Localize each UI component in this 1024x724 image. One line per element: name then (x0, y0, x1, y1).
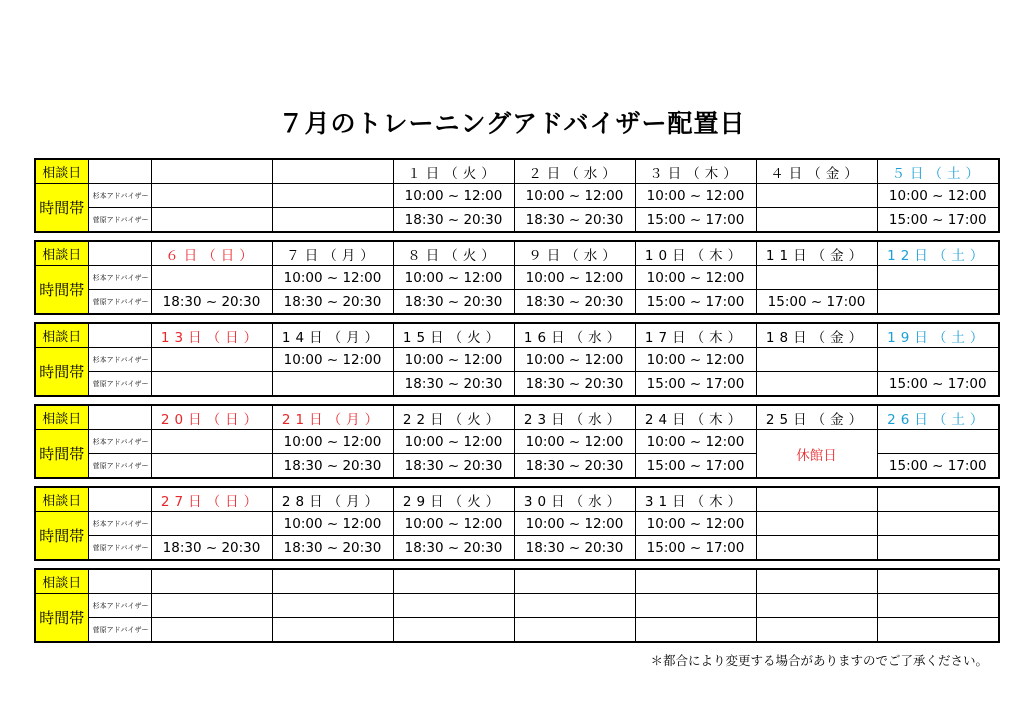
consult-day-label: 相談日 (35, 405, 88, 430)
time-slot-cell: 15:00 ~ 17:00 (635, 454, 756, 479)
time-slot-cell (272, 208, 393, 233)
time-slot-cell (877, 594, 999, 618)
date-cell (393, 569, 514, 594)
advisor-row-sugimoto (35, 594, 999, 618)
advisor-row-sugimoto (35, 348, 999, 372)
day-number: ２日 (528, 165, 566, 182)
blank-cell (88, 569, 151, 594)
date-cell (756, 241, 877, 266)
time-slot-cell: 18:30 ~ 20:30 (514, 372, 635, 397)
date-cell (756, 405, 877, 430)
advisor-label-kanbara: 菅原アドバイザー (88, 372, 151, 397)
advisor-row-kanbara (35, 208, 999, 233)
closed-day-cell: 休館日 (756, 430, 877, 479)
blank-cell (88, 405, 151, 430)
time-slot-cell: 18:30 ~ 20:30 (514, 208, 635, 233)
time-slot-cell (272, 618, 393, 643)
time-slot-cell: 18:30 ~ 20:30 (393, 454, 514, 479)
day-of-week: （木） (690, 329, 747, 346)
time-slot-cell: 18:30 ~ 20:30 (393, 208, 514, 233)
date-cell (272, 323, 393, 348)
time-slot-cell: 18:30 ~ 20:30 (272, 454, 393, 479)
day-number: 26日 (887, 411, 933, 428)
consult-day-label: 相談日 (35, 487, 88, 512)
time-band-label: 時間帯 (35, 266, 88, 315)
day-number: 22日 (402, 411, 449, 428)
time-slot-cell (877, 430, 999, 454)
consult-day-label: 相談日 (35, 569, 88, 594)
time-slot-cell: 15:00 ~ 17:00 (635, 536, 756, 561)
date-cell (635, 569, 756, 594)
time-slot-cell (151, 618, 272, 643)
advisor-row-sugimoto (35, 266, 999, 290)
day-number: 13日 (160, 329, 207, 346)
advisor-label-sugimoto: 杉本アドバイザー (88, 594, 151, 618)
date-cell (514, 323, 635, 348)
time-slot-cell (151, 512, 272, 536)
date-cell (151, 241, 272, 266)
time-slot-cell (272, 184, 393, 208)
date-cell (151, 159, 272, 184)
day-number: 30日 (523, 493, 570, 510)
time-slot-cell: 10:00 ~ 12:00 (393, 266, 514, 290)
day-of-week: （日） (206, 411, 263, 428)
date-row (35, 487, 999, 512)
advisor-label-sugimoto: 杉本アドバイザー (88, 184, 151, 208)
advisor-label-kanbara: 菅原アドバイザー (88, 454, 151, 479)
day-number: 25日 (765, 411, 812, 428)
time-slot-cell (756, 594, 877, 618)
time-slot-cell: 10:00 ~ 12:00 (393, 430, 514, 454)
blank-cell (88, 487, 151, 512)
time-slot-cell (272, 372, 393, 397)
time-slot-cell (756, 266, 877, 290)
day-number: ８日 (407, 247, 445, 264)
advisor-label-sugimoto: 杉本アドバイザー (88, 430, 151, 454)
date-cell (514, 405, 635, 430)
date-cell (272, 487, 393, 512)
time-slot-cell (756, 348, 877, 372)
time-slot-cell (393, 618, 514, 643)
day-of-week: （火） (448, 411, 505, 428)
advisor-label-kanbara: 菅原アドバイザー (88, 536, 151, 561)
date-cell (393, 159, 514, 184)
day-of-week: （月） (327, 329, 384, 346)
day-of-week: （水） (569, 493, 626, 510)
time-slot-cell (756, 372, 877, 397)
time-slot-cell: 18:30 ~ 20:30 (393, 290, 514, 315)
advisor-label-sugimoto: 杉本アドバイザー (88, 512, 151, 536)
date-cell (877, 323, 999, 348)
date-cell (756, 487, 877, 512)
time-slot-cell (756, 512, 877, 536)
time-slot-cell: 10:00 ~ 12:00 (514, 348, 635, 372)
consult-day-label: 相談日 (35, 241, 88, 266)
date-cell (393, 405, 514, 430)
time-slot-cell (756, 208, 877, 233)
time-slot-cell: 15:00 ~ 17:00 (756, 290, 877, 315)
time-slot-cell (877, 618, 999, 643)
time-slot-cell: 18:30 ~ 20:30 (151, 536, 272, 561)
time-slot-cell: 10:00 ~ 12:00 (393, 184, 514, 208)
time-slot-cell: 18:30 ~ 20:30 (514, 454, 635, 479)
day-of-week: （水） (569, 329, 626, 346)
day-number: 28日 (281, 493, 328, 510)
day-of-week: （水） (569, 411, 626, 428)
time-slot-cell (635, 618, 756, 643)
time-slot-cell (635, 594, 756, 618)
blank-cell (88, 241, 151, 266)
week-table (34, 486, 1000, 561)
day-of-week: （金） (807, 165, 863, 182)
day-number: 16日 (523, 329, 570, 346)
footer-note: ＊都合により変更する場合がありますのでご了承ください。 (650, 653, 988, 668)
time-band-label: 時間帯 (35, 348, 88, 397)
day-of-week: （月） (327, 411, 384, 428)
advisor-row-sugimoto (35, 430, 999, 454)
day-number: 11日 (765, 247, 812, 264)
day-number: ５日 (891, 165, 929, 182)
date-cell (635, 323, 756, 348)
time-slot-cell: 18:30 ~ 20:30 (514, 536, 635, 561)
week-table (34, 404, 1000, 479)
time-band-label: 時間帯 (35, 512, 88, 561)
date-row (35, 159, 999, 184)
time-slot-cell: 10:00 ~ 12:00 (514, 266, 635, 290)
time-slot-cell: 10:00 ~ 12:00 (877, 184, 999, 208)
time-slot-cell: 15:00 ~ 17:00 (635, 372, 756, 397)
advisor-label-sugimoto: 杉本アドバイザー (88, 266, 151, 290)
day-number: 21日 (281, 411, 328, 428)
date-row (35, 405, 999, 430)
time-slot-cell: 15:00 ~ 17:00 (635, 290, 756, 315)
time-slot-cell (151, 184, 272, 208)
date-cell (393, 323, 514, 348)
date-cell (272, 405, 393, 430)
day-number: 29日 (402, 493, 449, 510)
time-slot-cell (877, 348, 999, 372)
day-of-week: （土） (932, 329, 989, 346)
date-cell (756, 159, 877, 184)
time-slot-cell: 15:00 ~ 17:00 (877, 372, 999, 397)
blank-cell (88, 323, 151, 348)
time-slot-cell: 10:00 ~ 12:00 (393, 512, 514, 536)
time-slot-cell: 10:00 ~ 12:00 (635, 348, 756, 372)
advisor-row-kanbara (35, 372, 999, 397)
time-slot-cell (756, 184, 877, 208)
date-cell (514, 241, 635, 266)
time-slot-cell (756, 618, 877, 643)
date-cell (635, 487, 756, 512)
day-of-week: （火） (448, 329, 505, 346)
date-cell (514, 159, 635, 184)
day-of-week: （土） (932, 411, 989, 428)
day-number: 18日 (765, 329, 812, 346)
week-table (34, 158, 1000, 233)
time-band-label: 時間帯 (35, 430, 88, 479)
date-cell (514, 487, 635, 512)
time-slot-cell: 18:30 ~ 20:30 (393, 372, 514, 397)
day-number: 20日 (160, 411, 207, 428)
time-slot-cell: 10:00 ~ 12:00 (272, 266, 393, 290)
day-of-week: （木） (690, 411, 747, 428)
date-cell (635, 241, 756, 266)
time-slot-cell (151, 208, 272, 233)
advisor-row-kanbara (35, 618, 999, 643)
time-slot-cell: 18:30 ~ 20:30 (393, 536, 514, 561)
date-cell (151, 487, 272, 512)
time-slot-cell (514, 594, 635, 618)
day-of-week: （土） (932, 247, 989, 264)
date-cell (756, 323, 877, 348)
time-slot-cell: 15:00 ~ 17:00 (635, 208, 756, 233)
time-slot-cell (393, 594, 514, 618)
time-slot-cell (514, 618, 635, 643)
week-table (34, 322, 1000, 397)
day-number: 10日 (644, 247, 691, 264)
date-cell (877, 159, 999, 184)
date-cell (635, 405, 756, 430)
day-number: 15日 (402, 329, 449, 346)
time-slot-cell (877, 290, 999, 315)
day-number: 27日 (160, 493, 207, 510)
time-slot-cell (151, 430, 272, 454)
day-of-week: （金） (811, 329, 868, 346)
week-table (34, 568, 1000, 643)
time-slot-cell: 10:00 ~ 12:00 (272, 430, 393, 454)
day-number: 17日 (644, 329, 691, 346)
day-number: ７日 (286, 247, 324, 264)
day-number: 31日 (644, 493, 691, 510)
consult-day-label: 相談日 (35, 323, 88, 348)
date-cell (151, 405, 272, 430)
day-number: ３日 (649, 165, 687, 182)
week-table (34, 240, 1000, 315)
day-of-week: （金） (811, 411, 868, 428)
day-of-week: （日） (206, 493, 263, 510)
time-slot-cell (272, 594, 393, 618)
day-number: 23日 (523, 411, 570, 428)
advisor-row-kanbara (35, 290, 999, 315)
date-cell (151, 569, 272, 594)
time-slot-cell: 10:00 ~ 12:00 (514, 184, 635, 208)
date-cell (877, 487, 999, 512)
date-cell (877, 405, 999, 430)
day-of-week: （月） (323, 247, 379, 264)
date-cell (635, 159, 756, 184)
day-number: １日 (407, 165, 445, 182)
day-number: ６日 (165, 247, 203, 264)
date-cell (756, 569, 877, 594)
day-of-week: （木） (690, 493, 747, 510)
date-cell (877, 569, 999, 594)
time-band-label: 時間帯 (35, 184, 88, 233)
day-of-week: （火） (444, 247, 500, 264)
day-of-week: （木） (686, 165, 742, 182)
date-cell (514, 569, 635, 594)
time-slot-cell: 10:00 ~ 12:00 (393, 348, 514, 372)
date-row (35, 569, 999, 594)
day-number: 12日 (887, 247, 933, 264)
time-slot-cell: 10:00 ~ 12:00 (635, 266, 756, 290)
time-slot-cell: 10:00 ~ 12:00 (514, 430, 635, 454)
day-of-week: （木） (690, 247, 747, 264)
advisor-label-kanbara: 菅原アドバイザー (88, 290, 151, 315)
day-of-week: （火） (448, 493, 505, 510)
time-slot-cell: 18:30 ~ 20:30 (272, 536, 393, 561)
day-number: 19日 (887, 329, 933, 346)
consult-day-label: 相談日 (35, 159, 88, 184)
time-slot-cell (151, 348, 272, 372)
day-of-week: （水） (565, 165, 621, 182)
time-slot-cell: 18:30 ~ 20:30 (514, 290, 635, 315)
date-cell (272, 159, 393, 184)
day-of-week: （金） (811, 247, 868, 264)
day-number: 14日 (281, 329, 328, 346)
advisor-row-kanbara (35, 536, 999, 561)
blank-cell (88, 159, 151, 184)
day-number: ９日 (528, 247, 566, 264)
time-slot-cell: 10:00 ~ 12:00 (635, 512, 756, 536)
date-cell (151, 323, 272, 348)
day-of-week: （土） (928, 165, 984, 182)
time-slot-cell: 15:00 ~ 17:00 (877, 454, 999, 479)
date-cell (272, 569, 393, 594)
time-slot-cell (877, 266, 999, 290)
time-slot-cell: 10:00 ~ 12:00 (635, 430, 756, 454)
time-slot-cell (151, 372, 272, 397)
advisor-label-sugimoto: 杉本アドバイザー (88, 348, 151, 372)
time-slot-cell (877, 536, 999, 561)
time-slot-cell (151, 594, 272, 618)
advisor-label-kanbara: 菅原アドバイザー (88, 208, 151, 233)
time-slot-cell: 10:00 ~ 12:00 (272, 512, 393, 536)
time-slot-cell: 18:30 ~ 20:30 (272, 290, 393, 315)
day-of-week: （水） (565, 247, 621, 264)
advisor-row-sugimoto (35, 184, 999, 208)
advisor-label-kanbara: 菅原アドバイザー (88, 618, 151, 643)
time-slot-cell (877, 512, 999, 536)
time-slot-cell: 18:30 ~ 20:30 (151, 290, 272, 315)
date-row (35, 323, 999, 348)
day-of-week: （月） (327, 493, 384, 510)
time-slot-cell (151, 454, 272, 479)
day-number: ４日 (770, 165, 808, 182)
page-title: ７月のトレーニングアドバイザー配置日 (278, 109, 746, 138)
time-slot-cell (151, 266, 272, 290)
time-band-label: 時間帯 (35, 594, 88, 643)
date-cell (272, 241, 393, 266)
date-cell (393, 241, 514, 266)
advisor-row-sugimoto (35, 512, 999, 536)
time-slot-cell: 10:00 ~ 12:00 (514, 512, 635, 536)
time-slot-cell: 15:00 ~ 17:00 (877, 208, 999, 233)
date-cell (877, 241, 999, 266)
time-slot-cell (756, 536, 877, 561)
time-slot-cell: 10:00 ~ 12:00 (635, 184, 756, 208)
date-row (35, 241, 999, 266)
date-cell (393, 487, 514, 512)
day-of-week: （日） (202, 247, 258, 264)
day-of-week: （日） (206, 329, 263, 346)
day-of-week: （火） (444, 165, 500, 182)
time-slot-cell: 10:00 ~ 12:00 (272, 348, 393, 372)
day-number: 24日 (644, 411, 691, 428)
